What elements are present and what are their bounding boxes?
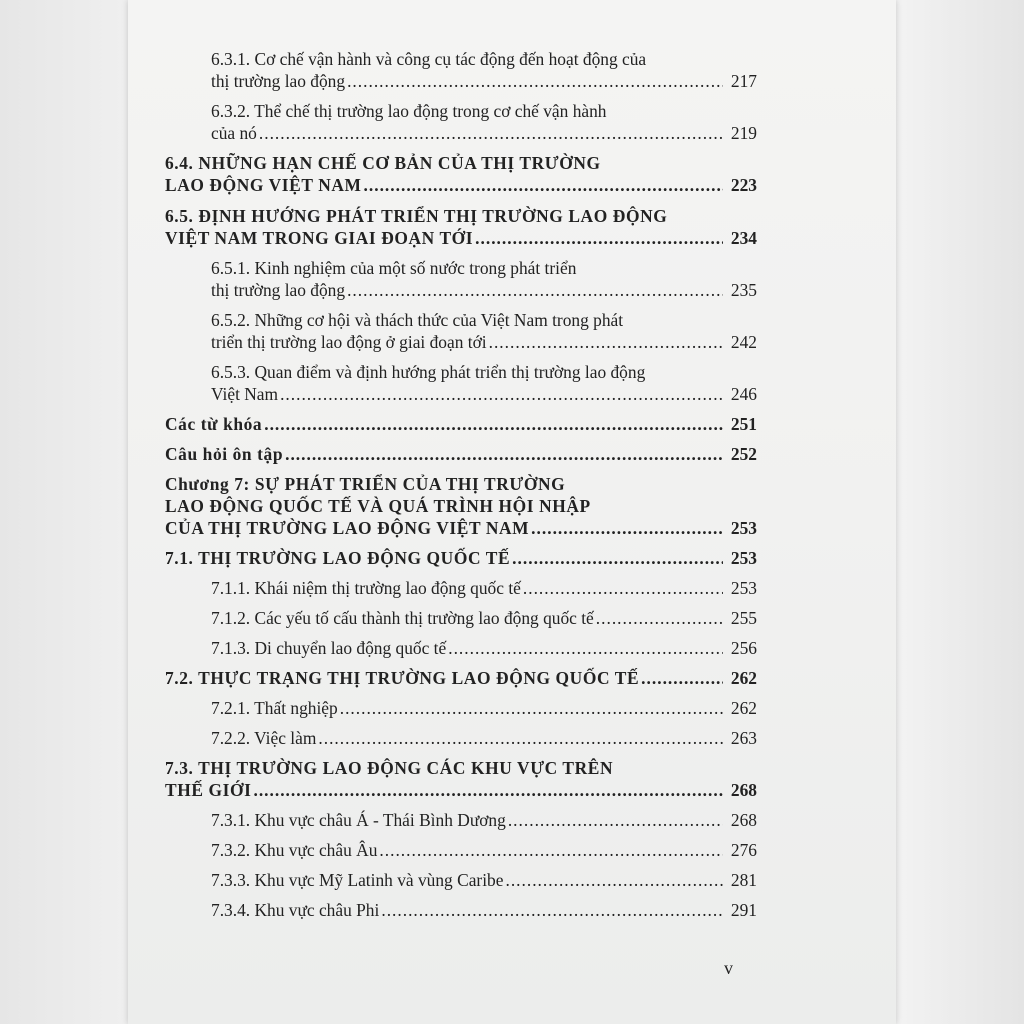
- toc-page-number: 256: [730, 638, 757, 658]
- toc-page-number: 251: [730, 414, 757, 434]
- toc-subsection-entry: [165, 727, 757, 749]
- toc-entry-title: thị trường lao động: [211, 280, 346, 300]
- toc-entry-final-line: [211, 331, 757, 353]
- dot-leader: [259, 122, 723, 144]
- dot-leader: [364, 174, 723, 196]
- toc-page-number: 281: [730, 870, 757, 890]
- toc-entry-title: Việt Nam: [211, 384, 279, 404]
- dot-leader: [505, 869, 723, 891]
- dot-leader: [596, 607, 723, 629]
- toc-page-number: 246: [730, 384, 757, 404]
- dot-leader: [531, 517, 723, 539]
- dot-leader: [475, 227, 723, 249]
- toc-page-number: 217: [730, 71, 757, 91]
- toc-entry-final-line: [211, 637, 757, 659]
- toc-entry-final-line: [165, 667, 757, 689]
- dot-leader: [253, 779, 723, 801]
- dot-leader: [512, 547, 723, 569]
- table-of-contents: [165, 48, 757, 921]
- toc-entry-title-line: Chương 7: SỰ PHÁT TRIỂN CỦA THỊ TRƯỜNG: [165, 474, 566, 494]
- toc-page-number: 262: [730, 668, 757, 688]
- toc-entry-title-line: 6.5.1. Kinh nghiệm của một số nước trong phát triển: [211, 258, 577, 278]
- toc-entry-title-line: 6.5.3. Quan điểm và định hướng phát triển thị trường lao động: [211, 362, 646, 382]
- dot-leader: [489, 331, 723, 353]
- toc-entry-title-line: 6.5.2. Những cơ hội và thách thức của Việt Nam trong phát: [211, 310, 624, 330]
- toc-entry-title: 7.2. THỰC TRẠNG THỊ TRƯỜNG LAO ĐỘNG QUỐC TẾ: [165, 668, 640, 688]
- toc-entry-final-line: [211, 899, 757, 921]
- toc-entry-title: 7.1.3. Di chuyển lao động quốc tế: [211, 638, 447, 658]
- toc-entry-title: VIỆT NAM TRONG GIAI ĐOẠN TỚI: [165, 228, 474, 248]
- toc-entry-title: 7.3.4. Khu vực châu Phi: [211, 900, 380, 920]
- toc-page-number: 262: [730, 698, 757, 718]
- toc-entry-final-line: [211, 122, 757, 144]
- toc-entry-title: 7.1.2. Các yếu tố cấu thành thị trường lao động quốc tế: [211, 608, 594, 628]
- toc-entry-final-line: [211, 607, 757, 629]
- dot-leader: [340, 697, 723, 719]
- dot-leader: [641, 667, 723, 689]
- toc-entry-final-line: [165, 174, 757, 196]
- toc-entry-final-line: [211, 697, 757, 719]
- dot-leader: [347, 279, 723, 301]
- toc-entry-title-line: 7.3. THỊ TRƯỜNG LAO ĐỘNG CÁC KHU VỰC TRÊN: [165, 758, 614, 778]
- toc-section-entry: [165, 473, 757, 539]
- dot-leader: [379, 839, 723, 861]
- toc-subsection-entry: [165, 607, 757, 629]
- dot-leader: [285, 443, 723, 465]
- dot-leader: [347, 70, 723, 92]
- toc-entry-title: 7.3.1. Khu vực châu Á - Thái Bình Dương: [211, 810, 506, 830]
- toc-entry-title: 7.2.2. Việc làm: [211, 728, 317, 748]
- toc-entry-title-line: 6.3.1. Cơ chế vận hành và công cụ tác động đến hoạt động của: [211, 49, 647, 69]
- toc-section-entry: [165, 667, 757, 689]
- toc-entry-title-line: 6.3.2. Thể chế thị trường lao động trong cơ chế vận hành: [211, 101, 607, 121]
- toc-page-number: 268: [730, 780, 757, 800]
- toc-subsection-entry: [165, 100, 757, 144]
- toc-entry-final-line: [211, 839, 757, 861]
- toc-entry-title: CỦA THỊ TRƯỜNG LAO ĐỘNG VIỆT NAM: [165, 518, 530, 538]
- toc-entry-title: triển thị trường lao động ở giai đoạn tới: [211, 332, 487, 352]
- toc-entry-title: của nó: [211, 123, 257, 143]
- toc-subsection-entry: [165, 257, 757, 301]
- toc-entry-title-line: 6.4. NHỮNG HẠN CHẾ CƠ BẢN CỦA THỊ TRƯỜNG: [165, 153, 601, 173]
- toc-entry-final-line: [211, 727, 757, 749]
- toc-page-number: 268: [730, 810, 757, 830]
- toc-entry-final-line: [211, 70, 757, 92]
- toc-subsection-entry: [165, 309, 757, 353]
- toc-entry-title: 7.1.1. Khái niệm thị trường lao động quốc tế: [211, 578, 521, 598]
- dot-leader: [448, 637, 723, 659]
- dot-leader: [381, 899, 723, 921]
- toc-section-entry: [165, 443, 757, 465]
- toc-page-number: 276: [730, 840, 757, 860]
- toc-entry-final-line: [211, 809, 757, 831]
- toc-entry-title: 7.3.3. Khu vực Mỹ Latinh và vùng Caribe: [211, 870, 504, 890]
- toc-section-entry: [165, 547, 757, 569]
- dot-leader: [280, 383, 723, 405]
- toc-subsection-entry: [165, 809, 757, 831]
- toc-entry-title: Câu hỏi ôn tập: [165, 444, 284, 464]
- toc-section-entry: [165, 152, 757, 196]
- toc-page-number: 242: [730, 332, 757, 352]
- toc-page-number: 234: [730, 228, 757, 248]
- toc-entry-final-line: [211, 279, 757, 301]
- dot-leader: [508, 809, 723, 831]
- toc-subsection-entry: [165, 869, 757, 891]
- toc-entry-title: LAO ĐỘNG VIỆT NAM: [165, 175, 362, 195]
- toc-entry-final-line: [165, 547, 757, 569]
- toc-entry-title-line: 6.5. ĐỊNH HƯỚNG PHÁT TRIỂN THỊ TRƯỜNG LAO ĐỘNG: [165, 206, 668, 226]
- toc-entry-title: 7.3.2. Khu vực châu Âu: [211, 840, 378, 860]
- toc-entry-title: Các từ khóa: [165, 414, 263, 434]
- toc-entry-title: 7.1. THỊ TRƯỜNG LAO ĐỘNG QUỐC TẾ: [165, 548, 511, 568]
- toc-page-number: 223: [730, 175, 757, 195]
- toc-subsection-entry: [165, 839, 757, 861]
- toc-section-entry: [165, 757, 757, 801]
- toc-entry-final-line: [211, 869, 757, 891]
- toc-entry-final-line: [211, 383, 757, 405]
- toc-entry-final-line: [211, 577, 757, 599]
- toc-subsection-entry: [165, 48, 757, 92]
- toc-page-number: 219: [730, 123, 757, 143]
- toc-page-number: 235: [730, 280, 757, 300]
- dot-leader: [523, 577, 723, 599]
- toc-page-number: 253: [730, 548, 757, 568]
- toc-page-number: 253: [730, 518, 757, 538]
- toc-subsection-entry: [165, 637, 757, 659]
- page-number: v: [724, 958, 733, 978]
- toc-subsection-entry: [165, 361, 757, 405]
- toc-entry-final-line: [165, 779, 757, 801]
- dot-leader: [264, 413, 723, 435]
- toc-page-number: 291: [730, 900, 757, 920]
- dot-leader: [318, 727, 723, 749]
- toc-section-entry: [165, 413, 757, 435]
- toc-entry-final-line: [165, 517, 757, 539]
- toc-subsection-entry: [165, 899, 757, 921]
- toc-entry-title: THẾ GIỚI: [165, 780, 252, 800]
- toc-entry-final-line: [165, 227, 757, 249]
- toc-entry-title: thị trường lao động: [211, 71, 346, 91]
- toc-page-number: 255: [730, 608, 757, 628]
- book-page: [128, 0, 896, 1024]
- toc-entry-title: 7.2.1. Thất nghiệp: [211, 698, 338, 718]
- toc-page-number: 263: [730, 728, 757, 748]
- toc-section-entry: [165, 205, 757, 249]
- toc-subsection-entry: [165, 577, 757, 599]
- toc-page-number: 253: [730, 578, 757, 598]
- toc-page-number: 252: [730, 444, 757, 464]
- toc-entry-title-line: LAO ĐỘNG QUỐC TẾ VÀ QUÁ TRÌNH HỘI NHẬP: [165, 496, 591, 516]
- toc-subsection-entry: [165, 697, 757, 719]
- toc-entry-final-line: [165, 413, 757, 435]
- toc-entry-final-line: [165, 443, 757, 465]
